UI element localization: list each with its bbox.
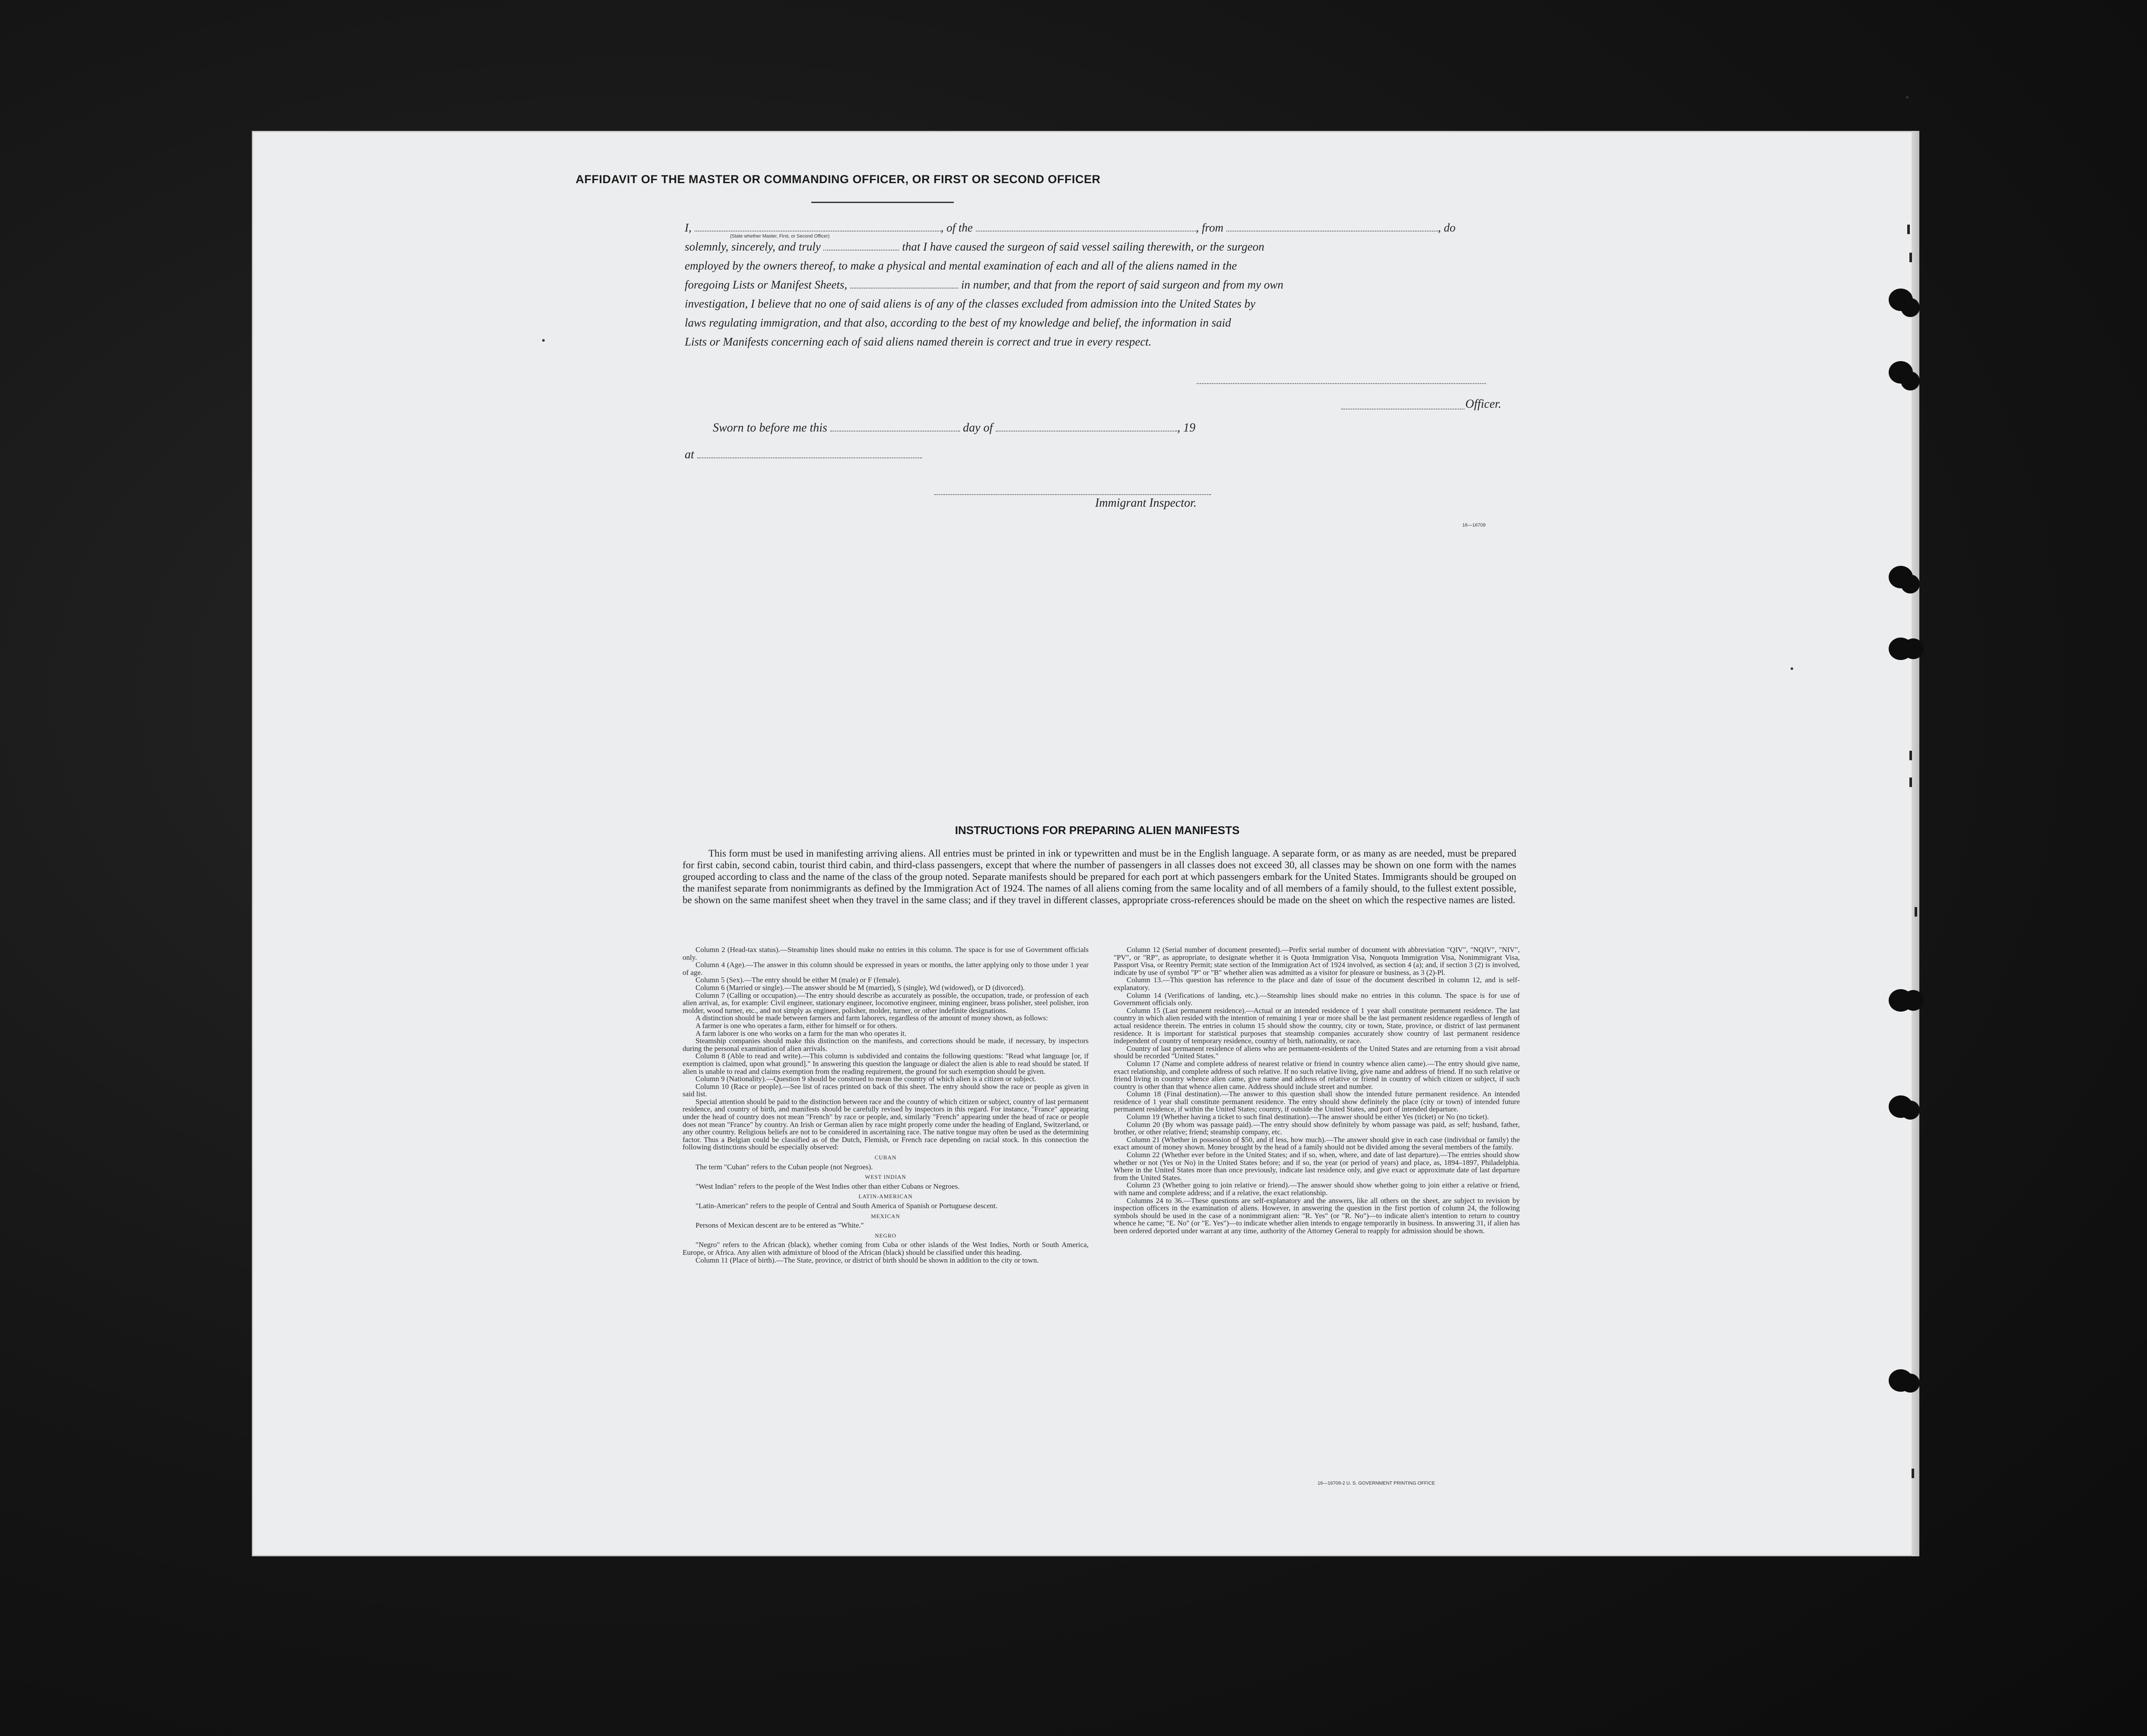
affidavit-of-the: , of the [940, 221, 973, 234]
instruction-paragraph: Column 18 (Final destination).—The answer to this question shall show the intended future permanent residence. An intended residence of 1 year shall constitute permanent residence. The entry should show definitely the place (city or town) of intended future permanent residence, if within the United States; country, if outside the United States, and port of intended departure. [1114, 1090, 1520, 1114]
affidavit-i: I, [685, 221, 692, 234]
instruction-paragraph: Column 10 (Race or people).—See list of races printed on back of this sheet. The entry should show the race or people as given in said list. [683, 1082, 1089, 1098]
officer-label: Officer. [1465, 397, 1502, 411]
instruction-paragraph: A distinction should be made between farmers and farm laborers, regardless of the amount of money shown, as follows: [696, 1014, 1048, 1022]
affidavit-line-3: employed by the owners thereof, to make a physical and mental examination of each and all of the aliens named in the [685, 259, 1237, 272]
master-name-field[interactable] [695, 222, 941, 232]
affidavit-do: , do [1438, 221, 1456, 234]
instructions-title: INSTRUCTIONS FOR PREPARING ALIEN MANIFESTS [955, 824, 1240, 837]
affidavit-line-4 [685, 275, 1518, 294]
binder-hole [1901, 1101, 1920, 1120]
instruction-paragraph: Column 4 (Age).—The answer in this column should be expressed in years or months, the latter applying only to those under 1 year of age. [683, 961, 1089, 977]
instruction-paragraph: Column 2 (Head-tax status).—Steamship lines should make no entries in this column. The space is for use of Government officials only. [683, 946, 1089, 962]
sworn-day-field[interactable] [830, 422, 960, 432]
instruction-paragraph: Column 9 (Nationality).—Question 9 should be construed to mean the country of which alien is a citizen or subject. [696, 1075, 1036, 1083]
instruction-paragraph: Column 21 (Whether in possession of $50, and if less, how much).—The answer should give in each case (individual or family) the exact amount of money shown. Money brought by the head of a family should not be divided among the several members of the family. [1114, 1135, 1520, 1152]
margin-speck [1791, 667, 1793, 670]
instruction-paragraph: Steamship companies should make this distinction on the manifests, and corrections should be made, if necessary, by inspectors during the personal examination of alien arrivals. [683, 1037, 1089, 1053]
instruction-paragraph: Column 20 (By whom was passage paid).—The entry should show definitely by whom passage was paid, as self; husband, father, brother, or other relative; friend; steamship company, etc. [1114, 1120, 1520, 1136]
affidavit-text: that I have caused the surgeon of said vessel sailing therewith, or the surgeon [902, 240, 1264, 253]
affidavit-text: in number, and that from the report of said surgeon and from my own [961, 278, 1283, 291]
binder-hole [1903, 990, 1924, 1011]
margin-mark [1909, 751, 1912, 760]
affidavit-text: foregoing Lists or Manifest Sheets, [685, 278, 848, 291]
instructions-right-column [1114, 946, 1520, 1235]
margin-mark [1909, 778, 1912, 787]
affidavit-line-7: Lists or Manifests concerning each of said aliens named therein is correct and true in every respect. [685, 335, 1152, 348]
at-label: at [685, 448, 694, 461]
affidavit-text: solemnly, sincerely, and truly [685, 240, 821, 253]
binder-hole [1901, 298, 1920, 317]
latin-american-heading: LATIN-AMERICAN [858, 1193, 913, 1200]
sworn-text: day of [962, 421, 993, 435]
instruction-paragraph: Column 17 (Name and complete address of nearest relative or friend in country whence alien came).—The entry should give name, exact relationship, and complete address of such relative. If no such relative living, give name and address of friend. If no such relative or friend living in country whence alien came, give name and address of relative or friend in country of which citizen or subject, if such country is other than that whence alien came. Address should include street and number. [1114, 1059, 1520, 1091]
oath-method-field[interactable] [823, 241, 899, 251]
sworn-line [713, 421, 1195, 435]
instruction-paragraph: A farm laborer is one who works on a farm for the man who operates it. [696, 1029, 907, 1038]
west-indian-heading: WEST INDIAN [865, 1174, 906, 1181]
inspector-signature-line[interactable] [934, 493, 1211, 495]
binder-hole [1901, 1374, 1920, 1393]
instruction-paragraph: Column 8 (Able to read and write).—This column is subdivided and contains the following questions: "Read what language [or, if exemption is claimed, upon what ground]." In answering this question the language or dialect the alien is able to read should be stated. If alien is unable to read and claims exemption from the reading requirement, the ground for such exemption should be given. [683, 1052, 1089, 1076]
form-number: 16—16709 [1462, 523, 1486, 528]
instruction-paragraph: Columns 24 to 36.—These questions are self-explanatory and the answers, like all others on the sheet, are subject to revision by inspection officers in the examination of aliens. However, in answering the question in the first portion of column 24, the following symbols should be used in the case of a nonimmigrant alien: "R. Yes" (or "R. No")—to indicate alien's intention to return to country whence he came; "E. No" (or "E. Yes")—to indicate whether alien intends to engage temporarily in business. In answering 31, if alien has been ordered deported under warrant at any time, authority of the Attorney General to reapply for admission should be shown. [1114, 1196, 1520, 1235]
west-indian-text: "West Indian" refers to the people of the West Indies other than either Cubans or Negroes. [696, 1182, 960, 1190]
instruction-paragraph: Column 23 (Whether going to join relative or friend).—The answer should show whether going to join either a relative or friend, with name and complete address; and if a relative, the exact relationship. [1114, 1181, 1520, 1197]
affidavit-line-5: investigation, I believe that no one of said aliens is of any of the classes excluded from admission into the United States by [685, 297, 1256, 310]
title-divider [811, 202, 954, 203]
margin-speck [1906, 96, 1909, 98]
affidavit-title: AFFIDAVIT OF THE MASTER OR COMMANDING OFFICER, OR FIRST OR SECOND OFFICER [575, 173, 1101, 186]
cuban-heading: CUBAN [874, 1154, 897, 1161]
negro-text: "Negro" refers to the African (black), whether coming from Cuba or other islands of the West Indies, North or South America, Europe, or Africa. Any alien with admixture of blood of the African (black) should be classified under this heading. [683, 1241, 1089, 1257]
sworn-place-field[interactable] [697, 449, 922, 458]
sworn-text: Sworn to before me this [713, 421, 827, 435]
mexican-text: Persons of Mexican descent are to be entered as "White." [696, 1221, 864, 1230]
binder-hole [1903, 638, 1924, 659]
affidavit-line-2 [685, 237, 1518, 256]
vessel-name-field[interactable] [976, 222, 1196, 232]
binder-hole [1901, 371, 1920, 390]
binder-hole [1901, 574, 1920, 593]
margin-mark [1912, 1469, 1914, 1478]
instruction-paragraph: Column 14 (Verifications of landing, etc.).—Steamship lines should make no entries in this column. The space is for use of Government officials only. [1114, 991, 1520, 1007]
instructions-left-column [683, 946, 1089, 1264]
instruction-paragraph: Column 12 (Serial number of document presented).—Prefix serial number of document with abbreviation "QIV", "NQIV", "NIV", "PV", or "RP", as appropriate, to designate whether it is Quota Immigration Visa, Nonquota Immigration Visa, Nonimmigrant Visa, Passport Visa, or Reentry Permit; state section of the Immigration Act of 1924 involved, as section 4 (a); and, if section 3 (2) is involved, indicate by use of symbol "P" or "B" whether alien was admitted as a visitor for pleasure or business, as 3 (2)-Pl. [1114, 946, 1520, 977]
officer-signature-line[interactable] [1197, 382, 1486, 384]
printing-office-imprint: 16—16709-2 U. S. GOVERNMENT PRINTING OFFICE [1318, 1481, 1435, 1486]
instruction-paragraph: Country of last permanent residence of aliens who are permanent-residents of the United States and are returning from a visit abroad should be recorded "United States." [1114, 1044, 1520, 1060]
margin-mark [1907, 225, 1910, 234]
at-line [685, 448, 922, 462]
affidavit-line-6: laws regulating immigration, and that also, according to the best of my knowledge and belief, the information in said [685, 316, 1231, 329]
sheet-count-field[interactable] [850, 279, 958, 289]
instruction-paragraph: Column 22 (Whether ever before in the United States; and if so, when, where, and date of last departure).—The entries should show whether or not (Yes or No) in the United States before; and if so, the year (or period of years) and place, as, 1894–1897, Philadelphia. Where in the United States more than once previously, indicate last residence only, and give exact or approximate date of last departure from the United States. [1114, 1151, 1520, 1182]
master-officer-note: (State whether Master, First, or Second Officer) [730, 234, 830, 239]
paper-edge [1912, 131, 1919, 1556]
margin-mark [1909, 253, 1912, 262]
inspector-label: Immigrant Inspector. [1095, 496, 1197, 510]
sworn-month-field[interactable] [996, 422, 1177, 432]
instruction-paragraph: Special attention should be paid to the distinction between race and the country of which citizen or subject, country of last permanent residence, and country of birth, and manifests should be carefully revised by inspectors in this regard. For instance, "France" appearing under the head of country does not mean "French" by race or people, and, similarly "French" appearing under the head of race or people does not mean "France" by country. An Irish or German alien by race might properly come under the heading of England, Switzerland, or any other country. Religious beliefs are not to be considered in ascertaining race. The native tongue may often be used as the determining factor. Thus a Belgian could be classified as of the Dutch, Flemish, or French race depending on racial stock. In this connection the following distinctions should be especially observed: [683, 1097, 1089, 1152]
margin-speck [542, 339, 545, 342]
affidavit-from: , from [1196, 221, 1224, 234]
port-from-field[interactable] [1226, 222, 1438, 232]
officer-title-line[interactable] [1341, 408, 1464, 409]
instruction-paragraph: Column 19 (Whether having a ticket to such final destination).—The answer should be either Yes (ticket) or No (no ticket). [1127, 1113, 1489, 1121]
instruction-paragraph: Column 5 (Sex).—The entry should be either M (male) or F (female). [696, 976, 901, 984]
instruction-paragraph: Column 13.—This question has reference to the place and date of issue of the document described in column 12, and is self-explanatory. [1114, 976, 1520, 992]
column-11-text: Column 11 (Place of birth).—The State, province, or district of birth should be shown in addition to the city or town. [696, 1256, 1039, 1264]
negro-heading: NEGRO [875, 1232, 896, 1239]
instructions-intro: This form must be used in manifesting arriving aliens. All entries must be printed in ink or typewritten and must be in the English language. A separate form, or as many as are needed, must be prepared for first cabin, second cabin, tourist third cabin, and third-class passengers, except that where the number of passengers in all classes does not exceed 30, all classes may be shown on one form with the names grouped according to class and the name of the class of the group noted. Separate manifests should be prepared for each port at which passengers embark for the United States. Immigrants should be grouped on the manifest separate from nonimmigrants as defined by the Immigration Act of 1924. The names of all aliens coming from the same locality and of all members of a family should, to the fullest extent possible, be shown on the same manifest sheet when they travel in the same class; and if they travel in different classes, appropriate cross-references should be made on the sheet on which the respective names are listed. [683, 848, 1516, 905]
cuban-text: The term "Cuban" refers to the Cuban people (not Negroes). [696, 1162, 873, 1171]
mexican-heading: MEXICAN [871, 1212, 900, 1219]
latin-american-text: "Latin-American" refers to the people of Central and South America of Spanish or Portuguese descent. [696, 1202, 997, 1210]
instruction-paragraph: Column 6 (Married or single).—The answer should be M (married), S (single), Wd (widowed), or D (divorced). [696, 983, 1025, 992]
sworn-year-label: , 19 [1177, 421, 1196, 435]
instruction-paragraph: Column 7 (Calling or occupation).—The entry should describe as accurately as possible, the occupation, trade, or profession of each alien arrival, as, for example: Civil engineer, stationary engineer, locomotive engineer, mining engineer, brass polisher, steel polisher, iron molder, wood turner, etc., and not simply as engineer, polisher, molder, turner, or other indefinite designations. [683, 991, 1089, 1015]
margin-mark [1915, 907, 1917, 917]
instruction-paragraph: Column 15 (Last permanent residence).—Actual or an intended residence of 1 year shall constitute permanent residence. The last country in which alien resided with the intention of remaining 1 year or more shall be the last permanent residence regardless of length of actual residence therein. The entries in column 15 should show the country, city or town, State, province, or district of last permanent residence. It is important for statistical purposes that steamship companies accurately show country of last permanent residence independent of country of temporary residence, country of birth, nationality, or race. [1114, 1006, 1520, 1045]
instruction-paragraph: A farmer is one who operates a farm, either for himself or for others. [696, 1021, 897, 1030]
